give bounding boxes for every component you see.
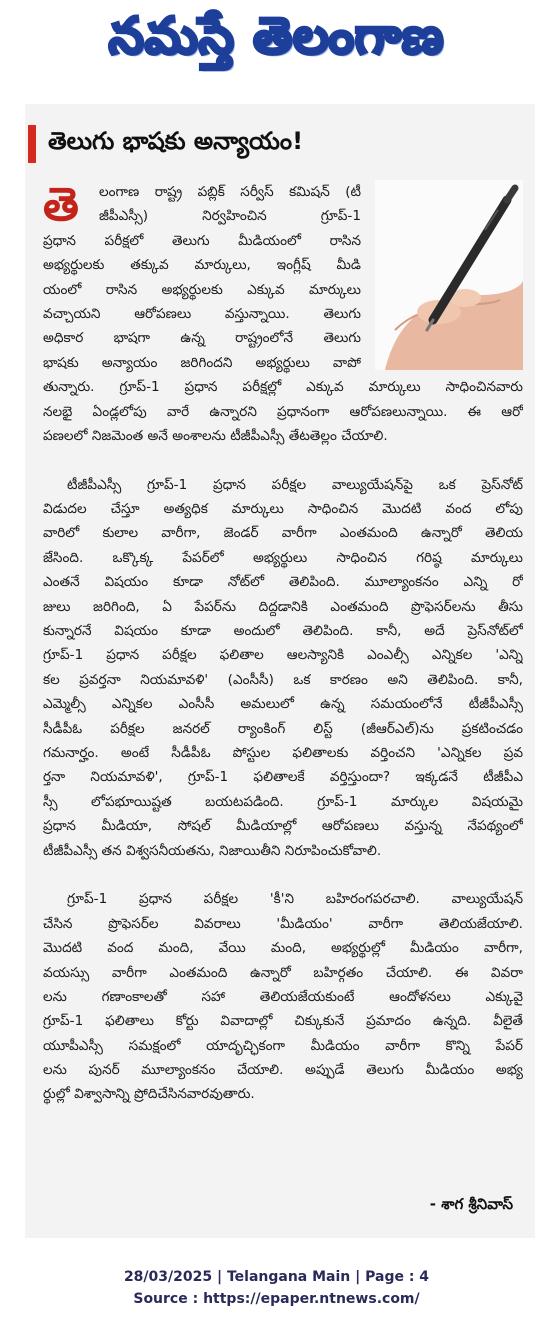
body-line: జీపీఎస్సీ) నిర్వహించిన గ్రూప్-1: [99, 208, 361, 225]
author-byline: - శాగ శ్రీనివాస్: [429, 1195, 513, 1213]
body-line: భాషకు అన్యాయం జరిగిందని అభ్యర్థులు వాపో: [43, 354, 361, 371]
body-line: టీజీపీఎస్సీ తన విశ్వసనీయతను, నిజాయితీని నిరూపించుకోవాలి.: [43, 842, 382, 859]
body-line: విడుదల చేస్తూ అత్యధిక మార్కులు సాధించిన మొదటి వంద లోపు: [43, 501, 523, 518]
body-line: అధికార భాషగా ఉన్న రాష్ట్రంలోనే తెలుగు: [43, 330, 361, 347]
body-line: యంలో రాసిన అభ్యర్థులకు ఎక్కువ మార్కులు: [43, 281, 361, 298]
body-line: అభ్యర్థులకు తక్కువ మార్కులు, ఇంగ్లీష్ మీడి: [43, 257, 361, 274]
body-line: లంగాణ రాష్ట్ర పబ్లిక్ సర్వీస్ కమిషన్ (టీ: [99, 184, 361, 200]
body-line: వచ్చాయని ఆరోపణలు వస్తున్నాయి. తెలుగు: [43, 305, 361, 322]
body-line: ఎమ్మెల్సీ ఎన్నికల ఎంసీసీ అమలులో ఉన్న సమయంలోనే టీజీపీఎస్సీ: [43, 696, 523, 713]
body-line: స్సీ లోపభూయిష్టత బయటపడింది. గ్రూప్-1 మార్కుల విషయమై: [43, 793, 523, 810]
dropcap: తె: [43, 177, 79, 231]
masthead: [0, 0, 553, 84]
headline-row: [25, 124, 535, 164]
body-line: గమనార్హం. అంటే సీడీపీఓ పోస్టుల ఫలితాలకు వర్తించని 'ఎన్నికల ప్రవ: [43, 744, 523, 761]
body-line: నలభై ఏండ్లలోపు వారే ఉన్నారని ప్రధానంగా ఆరోపణలున్నాయి. ఈ ఆరో: [43, 403, 523, 420]
body-line: తున్నారు. గ్రూప్-1 ప్రధాన పరీక్షల్లో ఎక్కువ మార్కులు సాధించినవారు: [43, 379, 523, 396]
body-line: జేసింది. ఒక్కొక్క పేపర్‌లో అభ్యర్థులు సాధించిన గరిష్ఠ మార్కులు: [43, 549, 523, 566]
body-line: వారిలో కులాల వారీగా, జెండర్ వారీగా ఎంతమంది ఉన్నారో తెలియ: [43, 525, 523, 542]
body-line: ప్రధాన మీడియా, సోషల్ మీడియాల్లో ఆరోపణలు వస్తున్న నేపథ్యంలో: [43, 818, 523, 835]
body-line: టీజీపీఎస్సీ గ్రూప్-1 ప్రధాన పరీక్షల వాల్యుయేషన్‌పై ఒక ప్రెస్‌నోట్: [67, 476, 523, 493]
page-footer: [0, 1266, 553, 1310]
body-line: వయస్సు వారీగా ఎంతమంది ఉన్నారో బహిర్గతం చేయాలి. ఈ వివరా: [43, 964, 523, 981]
body-line: కున్నారనే విషయం కూడా అందులో తెలిపింది. కానీ, అదే ప్రెస్‌నోట్‌లో: [43, 623, 523, 640]
body-line: లను పునర్ మూల్యాంకనం చేయాలి. అప్పుడే తెలుగు మీడియం అభ్య: [43, 1062, 523, 1079]
article-card: [25, 104, 535, 1238]
body-line: యూపీఎస్సీ సమక్షంలో యాదృచ్ఛికంగా మీడియం వారీగా కొన్ని పేపర్: [43, 1037, 523, 1054]
body-line: ప్రధాన పరీక్షలో తెలుగు మీడియంలో రాసిన: [43, 232, 361, 249]
headline-accent-bar: [28, 125, 36, 163]
footer-date-edition: 28/03/2025 | Telangana Main | Page : 4: [123, 1269, 430, 1285]
body-line: ర్థుల్లో విశ్వాసాన్ని ప్రోదిచేసినవారవుతారు.: [43, 1086, 255, 1103]
body-line: సీడీపీఓ పరీక్షల జనరల్ ర్యాంకింగ్ లిస్ట్ (జీఆర్ఎల్)ను ప్రకటించడం: [43, 720, 523, 737]
body-line: ర్తనా నియమావళి', గ్రూప్-1 ఫలితాలకే వర్తిస్తుందా? ఇక్కడనే టీజీపీఎ: [43, 769, 523, 786]
body-line: లను గణాంకాలతో సహా తెలియజేయకుంటే ఆందోళనలు ఎక్కువై: [43, 988, 523, 1005]
body-line: కల ప్రవర్తనా నియమావళి' (ఎంసీసీ) ఒక కారణం అని తెలిపింది. కానీ,: [43, 671, 523, 688]
body-line: చేసిన ప్రొఫెసర్‌ల వివరాలు 'మీడియం' వారీగా తెలియజేయాలి.: [43, 915, 523, 932]
footer-source: Source : https://epaper.ntnews.com/: [133, 1291, 420, 1307]
masthead-logo: నమస్తే తెలంగాణ: [108, 6, 445, 65]
body-line: జులు జరిగింది, ఏ పేపర్‌ను దిద్దడానికి ఎంతమంది ప్రొఫెసర్‌లను తీసు: [43, 598, 523, 615]
article-headline: తెలుగు భాషకు అన్యాయం!: [48, 127, 304, 155]
article-body: [43, 177, 523, 1107]
body-line: పణలలో నిజమెంత అనే అంశాలను టీజీపీఎస్సీ తేటతెల్లం చేయాలి.: [43, 427, 388, 444]
body-line: మొదటి వంద మంది, వేయి మంది, అభ్యర్థుల్లో మీడియం వారీగా,: [43, 940, 523, 957]
body-line: ఎంతనే విషయం కూడా నోట్‌లో తెలిపింది. మూల్యాంకనం ఎన్ని రో: [43, 574, 523, 591]
paragraph-gap: [43, 448, 523, 472]
body-line: గ్రూప్-1 ఫలితాలు కోర్టు వివాదాల్లో చిక్కుకునే ప్రమాదం ఉన్నది. వీలైతే: [43, 1013, 523, 1030]
paragraph-gap: [43, 863, 523, 887]
body-line: గ్రూప్-1 ప్రధాన పరీక్షల 'కీ'ని బహిరంగపరచాలి. వాల్యుయేషన్: [67, 891, 523, 908]
body-line: గ్రూప్-1 ప్రధాన పరీక్షల ఫలితాల ఆలస్యానికి ఎంఎల్సీ ఎన్నికల 'ఎన్ని: [43, 647, 523, 664]
